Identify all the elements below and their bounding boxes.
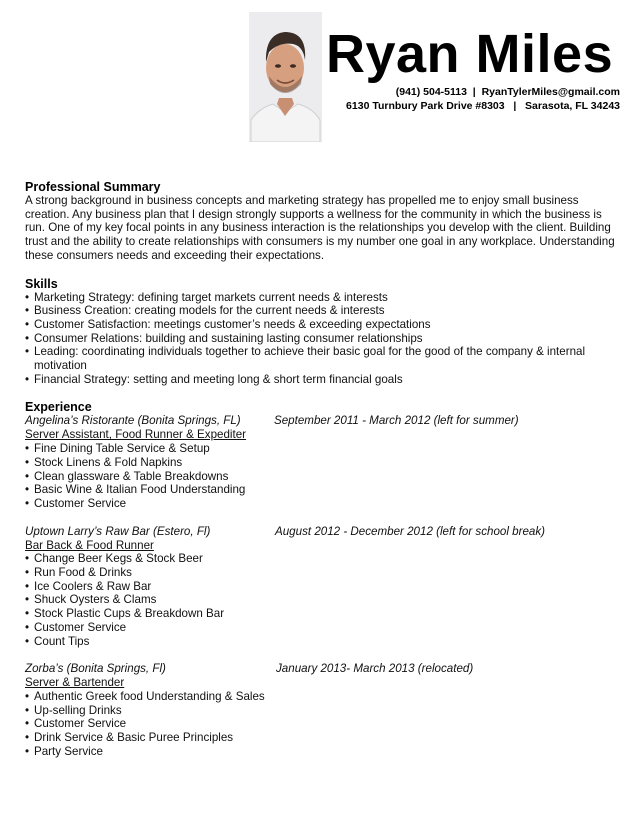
- list-item: • Shuck Oysters & Clams: [25, 593, 615, 607]
- job-duties-list: [25, 442, 615, 511]
- list-item: • Customer Service: [25, 621, 615, 635]
- skills-list: [25, 291, 615, 387]
- resume-body: [25, 180, 615, 759]
- list-item: • Financial Strategy: setting and meeting long & short term financial goals: [25, 373, 615, 387]
- list-item: • Fine Dining Table Service & Setup: [25, 442, 615, 456]
- job-header: [25, 414, 615, 428]
- summary-line: A strong background in business concepts and marketing strategy has propelled me to enjoy small business: [25, 194, 579, 207]
- job-role: Server & Bartender: [25, 676, 125, 690]
- job-dates: January 2013- March 2013 (relocated): [276, 662, 474, 676]
- summary-paragraph: [25, 194, 615, 263]
- job-role: Bar Back & Food Runner: [25, 538, 154, 552]
- contact-phone-email: (941) 504-5113 | RyanTylerMiles@gmail.com: [395, 86, 620, 98]
- summary-line: trust and the ability to create relationships with consumers is my number one goal in any workplace. Understanding: [25, 235, 615, 249]
- list-item: • Party Service: [25, 745, 615, 759]
- job-header: [25, 525, 615, 539]
- job-header: [25, 662, 615, 676]
- job-employer: Angelina’s Ristorante (Bonita Springs, FL): [25, 414, 241, 428]
- list-item: • Ice Coolers & Raw Bar: [25, 580, 615, 594]
- list-item: • Up-selling Drinks: [25, 704, 615, 718]
- summary-line: creation. Any business plan that I design strongly supports a wellness for the community in which the business is: [25, 207, 602, 221]
- list-item: • Count Tips: [25, 635, 615, 649]
- experience-heading: Experience: [25, 400, 92, 415]
- list-item: • Business Creation: creating models for the current needs & interests: [25, 304, 615, 318]
- job-employer: Uptown Larry’s Raw Bar (Estero, Fl): [25, 524, 211, 538]
- list-item: • Consumer Relations: building and sustaining lasting consumer relationships: [25, 332, 615, 346]
- list-item: • Run Food & Drinks: [25, 566, 615, 580]
- list-item: • Leading: coordinating individuals together to achieve their basic goal for the good of the company & internal motivation: [25, 345, 615, 372]
- job-dates: September 2011 - March 2012 (left for summer): [274, 414, 519, 428]
- list-item: • Basic Wine & Italian Food Understanding: [25, 483, 615, 497]
- list-item: • Authentic Greek food Understanding & Sales: [25, 690, 615, 704]
- list-item: • Change Beer Kegs & Stock Beer: [25, 552, 615, 566]
- job-employer: Zorba’s (Bonita Springs, Fl): [25, 662, 166, 676]
- list-item: • Customer Satisfaction: meetings customer’s needs & exceeding expectations: [25, 318, 615, 332]
- list-item: • Drink Service & Basic Puree Principles: [25, 731, 615, 745]
- profile-photo: [249, 12, 322, 142]
- candidate-name: Ryan Miles: [326, 24, 614, 84]
- job-dates: August 2012 - December 2012 (left for school break): [275, 524, 546, 538]
- job-role: Server Assistant, Food Runner & Expediter: [25, 428, 247, 442]
- list-item: • Clean glassware & Table Breakdowns: [25, 470, 615, 484]
- summary-line: run. One of my key focal points in any business interaction is the relationships you develop with the client. Building: [25, 221, 611, 235]
- list-item: • Customer Service: [25, 717, 615, 731]
- portrait-illustration: [249, 12, 322, 142]
- list-item: • Customer Service: [25, 497, 615, 511]
- job-duties-list: [25, 690, 615, 759]
- job-duties-list: [25, 552, 615, 648]
- summary-heading: Professional Summary: [25, 180, 161, 194]
- skills-heading: Skills: [25, 276, 58, 291]
- list-item: • Stock Linens & Fold Napkins: [25, 456, 615, 470]
- list-item: • Marketing Strategy: defining target markets current needs & interests: [25, 291, 615, 305]
- list-item: • Stock Plastic Cups & Breakdown Bar: [25, 607, 615, 621]
- contact-address: 6130 Turnbury Park Drive #8303 | Sarasota, FL 34243: [346, 100, 620, 112]
- summary-line: these consumers needs and exceeding their expectations.: [25, 248, 325, 262]
